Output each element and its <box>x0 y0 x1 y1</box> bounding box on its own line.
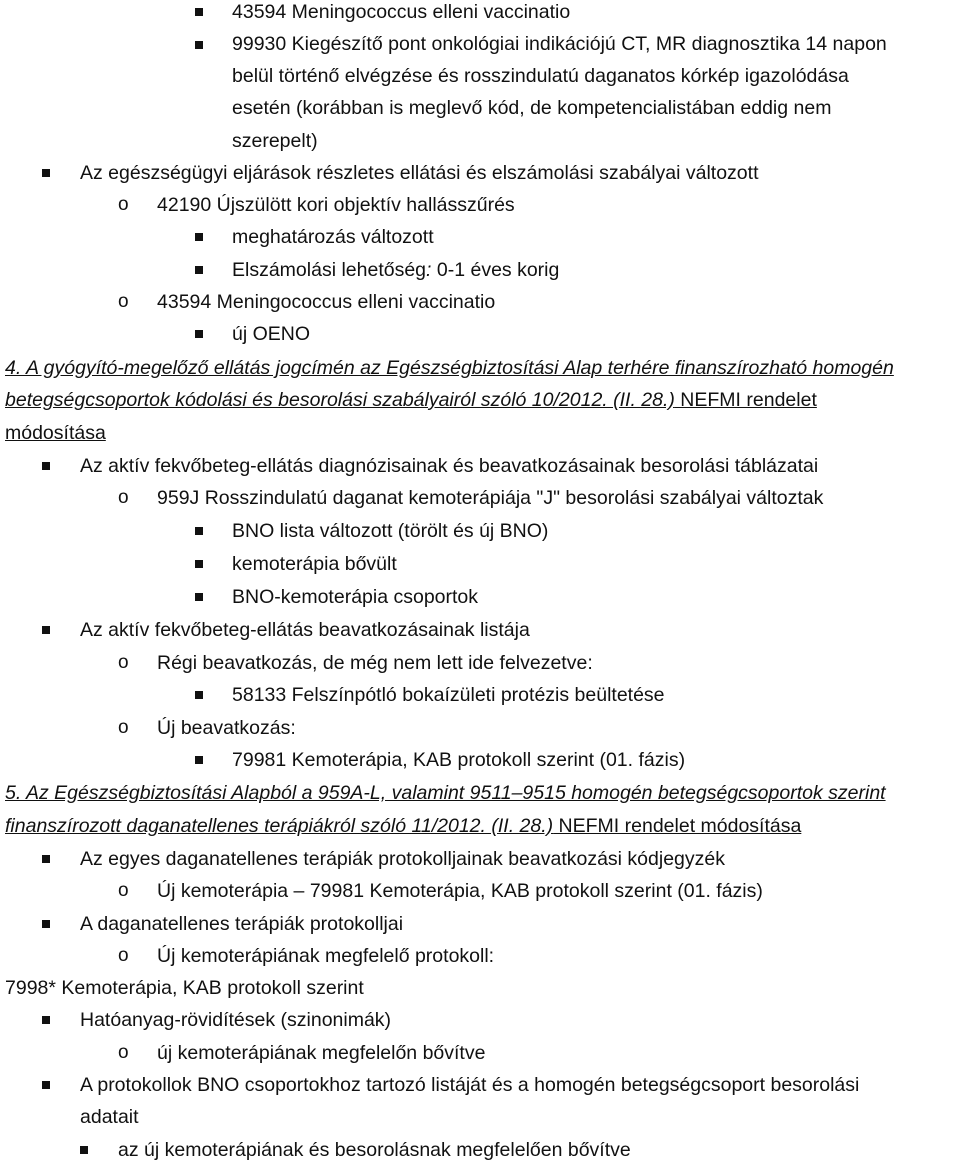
circle-bullet-icon: o <box>118 291 129 312</box>
square-bullet-icon <box>42 169 50 177</box>
list-item: új kemoterápiának megfelelőn bővítve <box>157 1042 486 1064</box>
list-item: meghatározás változott <box>232 226 434 248</box>
circle-bullet-icon: o <box>118 194 129 215</box>
list-item: 58133 Felszínpótló bokaízületi protézis beültetése <box>232 684 665 706</box>
circle-bullet-icon: o <box>118 717 129 738</box>
list-item-continuation: belül történő elvégzése és rosszindulatú daganatos kórkép igazolódása <box>232 65 849 87</box>
list-item: Elszámolási lehetőség: 0-1 éves korig <box>232 259 560 281</box>
list-item: Az aktív fekvőbeteg-ellátás diagnózisainak és beavatkozásainak besorolási táblázatai <box>80 455 819 477</box>
list-item: új OENO <box>232 323 311 345</box>
list-item: 43594 Meningococcus elleni vaccinatio <box>157 291 496 313</box>
plain-line: 7998* Kemoterápia, KAB protokoll szerint <box>5 977 364 999</box>
circle-bullet-icon: o <box>118 487 129 508</box>
square-bullet-icon <box>42 1016 50 1024</box>
list-item: az új kemoterápiának és besorolásnak megfelelően bővítve <box>118 1139 631 1161</box>
list-item: A protokollok BNO csoportokhoz tartozó listáját és a homogén betegségcsoport besorolási <box>80 1074 860 1096</box>
list-item: 43594 Meningococcus elleni vaccinatio <box>232 1 571 23</box>
square-bullet-icon <box>195 8 203 16</box>
list-item-continuation: szerepelt) <box>232 130 318 152</box>
list-item: 99930 Kiegészítő pont onkológiai indikációjú CT, MR diagnosztika 14 napon <box>232 33 887 55</box>
section-heading-4-end: módosítása <box>5 422 106 444</box>
list-item: 42190 Újszülött kori objektív hallásszűrés <box>157 194 515 216</box>
list-item: Az egészségügyi eljárások részletes ellátási és elszámolási szabályai változott <box>80 162 759 184</box>
square-bullet-icon <box>42 1081 50 1089</box>
list-item: 79981 Kemoterápia, KAB protokoll szerint (01. fázis) <box>232 749 686 771</box>
circle-bullet-icon: o <box>118 945 129 966</box>
square-bullet-icon <box>42 855 50 863</box>
list-item: Új kemoterápiának megfelelő protokoll: <box>157 945 495 967</box>
square-bullet-icon <box>42 920 50 928</box>
square-bullet-icon <box>195 233 203 241</box>
square-bullet-icon <box>80 1146 88 1154</box>
list-item: 959J Rosszindulatú daganat kemoterápiája "J" besorolási szabályai változtak <box>157 487 824 509</box>
square-bullet-icon <box>42 462 50 470</box>
list-item: A daganatellenes terápiák protokolljai <box>80 913 404 935</box>
circle-bullet-icon: o <box>118 1042 129 1063</box>
list-item: BNO lista változott (törölt és új BNO) <box>232 520 549 542</box>
list-item: Új beavatkozás: <box>157 717 296 739</box>
square-bullet-icon <box>195 527 203 535</box>
square-bullet-icon <box>195 330 203 338</box>
square-bullet-icon <box>195 560 203 568</box>
section-heading-4-continuation: betegségcsoportok kódolási és besorolási szabályairól szóló 10/2012. (II. 28.) NEFMI rendelet <box>5 389 817 411</box>
square-bullet-icon <box>195 41 203 49</box>
list-item-continuation: esetén (korábban is meglevő kód, de kompetencialistában eddig nem <box>232 97 832 119</box>
list-item: Régi beavatkozás, de még nem lett ide felvezetve: <box>157 652 593 674</box>
list-item: BNO-kemoterápia csoportok <box>232 586 479 608</box>
square-bullet-icon <box>195 691 203 699</box>
square-bullet-icon <box>195 593 203 601</box>
list-item: Hatóanyag-rövidítések (szinonimák) <box>80 1009 392 1031</box>
list-item: Az egyes daganatellenes terápiák protokolljainak beavatkozási kódjegyzék <box>80 848 725 870</box>
list-item: Az aktív fekvőbeteg-ellátás beavatkozásainak listája <box>80 619 530 641</box>
list-item: Új kemoterápia – 79981 Kemoterápia, KAB protokoll szerint (01. fázis) <box>157 880 763 902</box>
square-bullet-icon <box>195 756 203 764</box>
circle-bullet-icon: o <box>118 652 129 673</box>
list-item-continuation: adatait <box>80 1106 139 1128</box>
section-heading-5: 5. Az Egészségbiztosítási Alapból a 959A-L, valamint 9511–9515 homogén betegségcsoportok szerint <box>5 782 886 804</box>
section-heading-5-continuation: finanszírozott daganatellenes terápiákról szóló 11/2012. (II. 28.) NEFMI rendelet módosítása <box>5 815 802 837</box>
square-bullet-icon <box>195 266 203 274</box>
circle-bullet-icon: o <box>118 880 129 901</box>
section-heading-4: 4. A gyógyító-megelőző ellátás jogcímén az Egészségbiztosítási Alap terhére finanszírozható homogén <box>5 357 894 379</box>
square-bullet-icon <box>42 626 50 634</box>
list-item: kemoterápia bővült <box>232 553 397 575</box>
